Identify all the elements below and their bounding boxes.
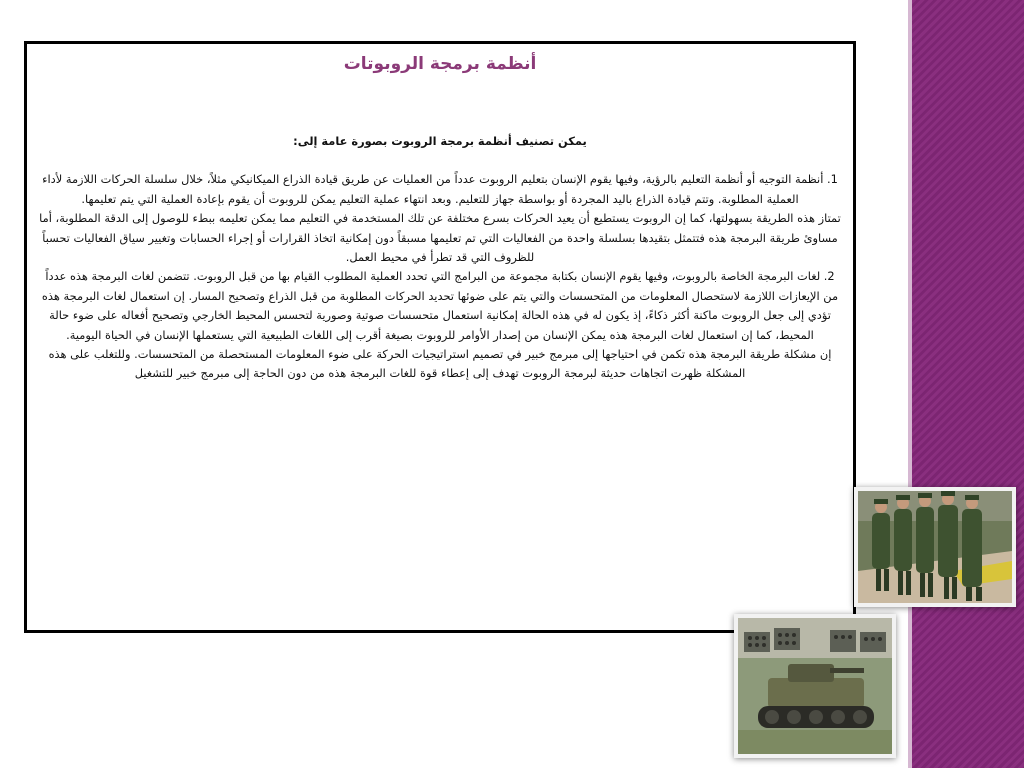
intro-text: يمكن تصنيف أنظمة برمجة الروبوت بصورة عامة إلى: [293, 134, 587, 148]
paragraph-guided-programming: 1. أنظمة التوجيه أو أنظمة التعليم بالرؤية، وفيها يقوم الإنسان بتعليم الروبوت عدداً من العمليات عن طريق قيادة الذراع الميكانيكي مثلاً، خلال سلسلة الحركات اللازمة لأداء العملية المطلوبة. وتتم قيادة الذراع باليد المجردة أو بواسطة جهاز للتعليم. وبعد انتهاء عملية التعليم يمكن للروبوت أن يقوم بإعادة العملية التي يتم تعليمها. [42, 172, 838, 206]
slide-title: أنظمة برمجة الروبوتات [343, 54, 537, 74]
slide-body [39, 132, 841, 384]
military-robot-photo [734, 614, 896, 758]
slide-content-box [24, 41, 856, 633]
paragraph-guided-pros-cons: تمتاز هذه الطريقة بسهولتها، كما إن الروبوت يستطيع أن يعيد الحركات بسرع مختلفة عن تلك المستخدمة في التعليم مما يمكن تعليمه ببطء للوصول إلى الدقة المطلوبة، أما مساوئ طريقة البرمجة هذه فتتمثل بتقيدها بسلسلة واحدة من الفعاليات التي تم تعليمها مسبقاً دون إمكانية اتخاذ القرارات أو إجراء الحسابات وتغيير سياق الفعاليات تحسباً للظروف التي قد تطرأ في محيط العمل. [39, 211, 841, 265]
soldiers-photo [854, 487, 1016, 607]
paragraph-languages-problem: إن مشكلة طريقة البرمجة هذه تكمن في احتياجها إلى مبرمج خبير في تصميم استراتيجيات الحركة على ضوء المعلومات المستحصلة من المتحسسات. وللتغلب على هذه المشكلة ظهرت اتجاهات حديثة لبرمجة الروبوت تهدف إلى إعطاء قوة للغات البرمجة هذه من دون الحاجة إلى مبرمج خبير للتشغيل [48, 347, 832, 381]
decorative-side-band [912, 0, 1024, 768]
paragraph-robot-languages: 2. لغات البرمجة الخاصة بالروبوت، وفيها يقوم الإنسان بكتابة مجموعة من البرامج التي تحدد العملية المطلوب القيام بها من قبل الروبوت. تتضمن لغات البرمجة هذه عدداً من الإيعازات اللازمة لاستحصال المعلومات من المتحسسات والتي يتم على ضوئها تحديد الحركات المطلوبة من قبل الذراع وتصحيح المسار. إن استعمال لغات البرمجة هذه تؤدي إلى جعل الروبوت ماكنة أكثر ذكاءً، إذ يكون له في هذه الحالة إمكانية استعمال متحسسات صوتية وصورية لتحسس المحيط الخارجي وتصحيح أفعاله على ضوء حالة المحيط، كما إن استعمال لغات البرمجة هذه يمكن الإنسان من إصدار الأوامر للروبوت بصيغة أقرب إلى اللغات الطبيعية التي يستعملها الإنسان في الحياة اليومية. [41, 269, 839, 342]
